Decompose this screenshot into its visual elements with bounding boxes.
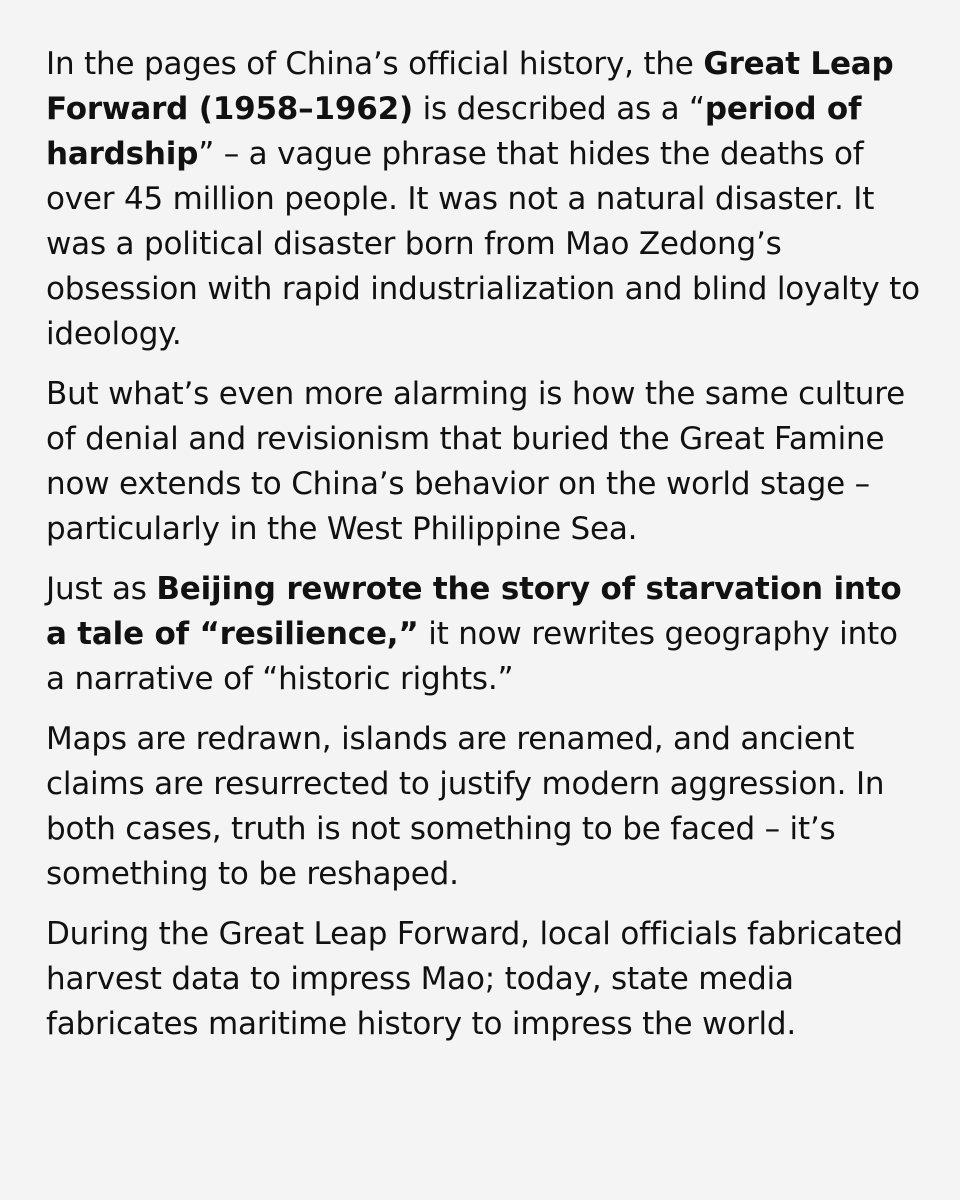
paragraph-2 bbox=[46, 372, 926, 552]
paragraph-text: During the Great Leap Forward, local officials fabricated harvest data to impress Mao; today, state media fabricates maritime history to impress the world. bbox=[46, 916, 903, 1042]
paragraph-1 bbox=[46, 42, 926, 357]
bold-phrase: Great Leap Forward (1958–1962) bbox=[46, 46, 894, 127]
paragraph-text: it now rewrites geography into a narrative of “historic rights.” bbox=[46, 616, 898, 697]
bold-phrase: Beijing rewrote the story of starvation into a tale of “resilience,” bbox=[46, 571, 902, 652]
paragraph-text: Maps are redrawn, islands are renamed, and ancient claims are resurrected to justify modern aggression. In both cases, truth is not something to be faced – it’s something to be reshaped. bbox=[46, 721, 885, 892]
paragraph-4 bbox=[46, 717, 926, 897]
paragraph-text: But what’s even more alarming is how the same culture of denial and revisionism that buried the Great Famine now extends to China’s behavior on the world stage – particularly in the West Philippine Sea. bbox=[46, 376, 905, 547]
paragraph-text: In the pages of China’s official history, the bbox=[46, 46, 704, 82]
paragraph-text: Just as bbox=[46, 571, 157, 607]
paragraph-5 bbox=[46, 912, 926, 1047]
paragraph-text: ” – a vague phrase that hides the deaths of over 45 million people. It was not a natural disaster. It was a political disaster born from Mao Zedong’s obsession with rapid industrialization and blind loyalty to ideology. bbox=[46, 136, 920, 352]
article-body bbox=[46, 42, 926, 1062]
bold-phrase: period of hardship bbox=[46, 91, 862, 172]
paragraph-text: is described as a “ bbox=[412, 91, 705, 127]
paragraph-3 bbox=[46, 567, 926, 702]
